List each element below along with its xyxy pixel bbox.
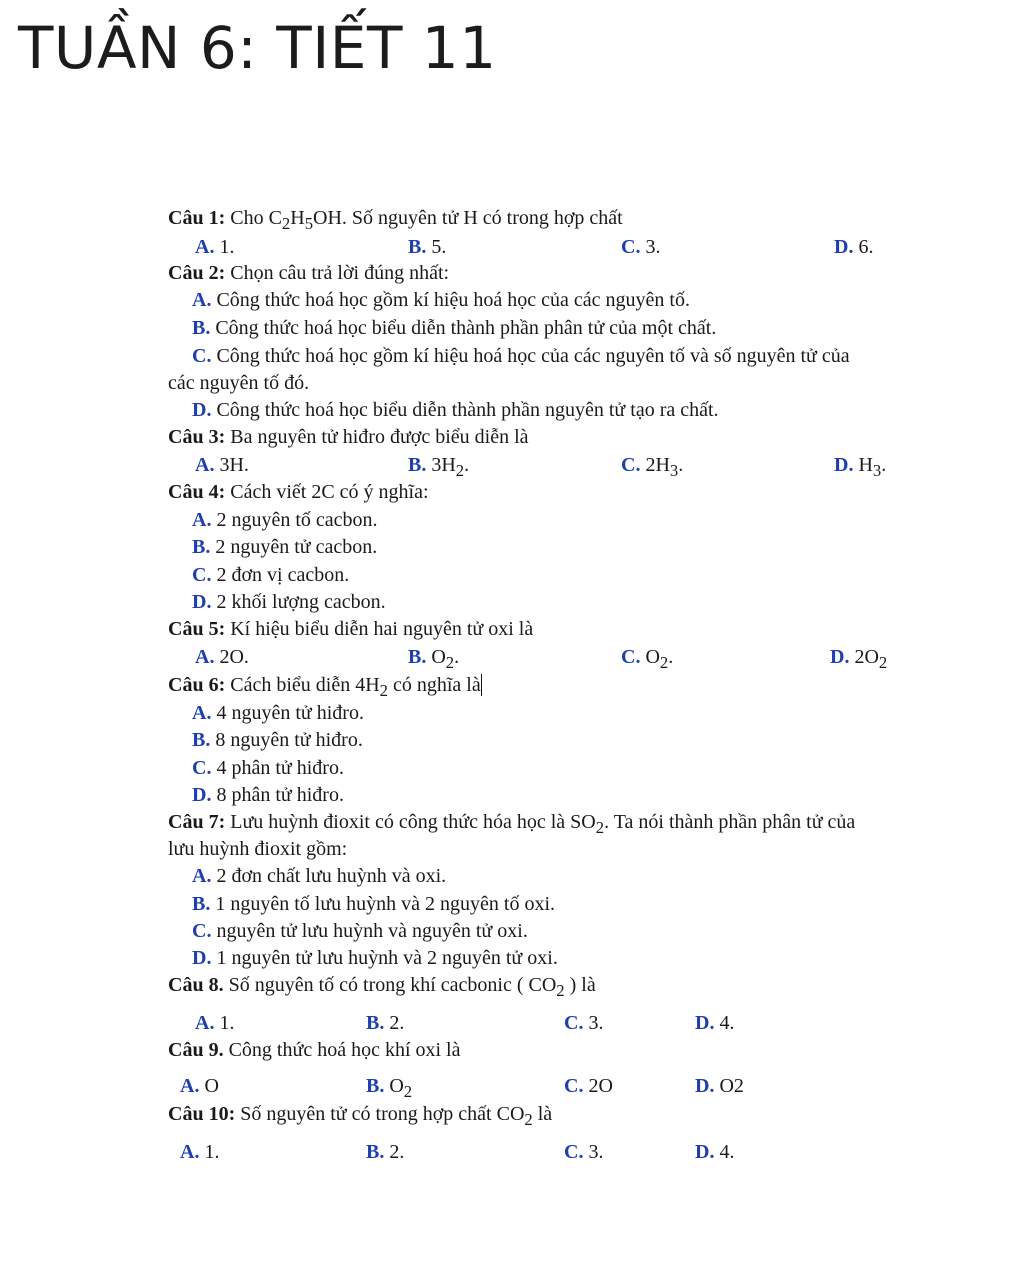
option-b: B. 2. [366,1012,405,1034]
question-3: Câu 3: Ba nguyên tử hiđro được biểu diễn là [168,426,529,448]
question-text: OH. Số nguyên tử H có trong hợp chất [313,207,623,229]
option-c: C. 3. [564,1141,604,1163]
question-text: H [290,207,305,229]
option-b: B. 2 nguyên tử cacbon. [192,536,378,558]
option-a: A. 3H. [195,454,249,476]
option-b: B. $O_2$ [366,1075,413,1101]
option-c: C. 2 đơn vị cacbon. [192,564,350,586]
option-d: D. 4. [695,1141,735,1163]
option-d: D. 4. [695,1012,735,1034]
option-c: C. 3. [621,236,661,258]
question-10: Câu 10: Số nguyên tử có trong hợp chất $CO_2$ là [168,1103,553,1129]
option-d: D. $2O_2$ [830,646,888,672]
question-9: Câu 9. Công thức hoá học khí oxi là [168,1039,461,1061]
option-b: B. 5. [408,236,447,258]
option-d: D. 8 phân tử hiđro. [192,784,344,806]
option-b: B. $O_2$. [408,646,460,672]
option-c: C. $2H_3$. [621,454,684,480]
option-a: A. 2 nguyên tố cacbon. [192,509,378,531]
question-4: Câu 4: Cách viết 2C có ý nghĩa: [168,481,429,503]
option-b: B. Công thức hoá học biểu diễn thành phần phân tử của một chất. [192,317,717,339]
option-c: C. 3. [564,1012,604,1034]
option-c: C. 2O [564,1075,613,1097]
option-d: D. 2 khối lượng cacbon. [192,591,386,613]
question-6: Câu 6: Cách biểu diễn $4H_2$ có nghĩa là [168,674,481,700]
option-a: A. 2 đơn chất lưu huỳnh và oxi. [192,865,447,887]
page-title: TUẦN 6: TIẾT 11 [18,14,497,82]
option-d: D. 1 nguyên tử lưu huỳnh và 2 nguyên tử oxi. [192,947,558,969]
question-text: Cho C [225,207,282,229]
option-a: A. Công thức hoá học gồm kí hiệu hoá học của các nguyên tố. [192,289,690,311]
question-2: Câu 2: Chọn câu trả lời đúng nhất: [168,262,450,284]
option-c: C. $O_2$. [621,646,674,672]
option-a: A. 1. [195,236,235,258]
option-d: D. Công thức hoá học biểu diễn thành phần nguyên tử tạo ra chất. [192,399,719,421]
option-b: B. 2. [366,1141,405,1163]
option-a: A. 1. [180,1141,220,1163]
option-a: A. 2O. [195,646,249,668]
question-5: Câu 5: Kí hiệu biểu diễn hai nguyên tử oxi là [168,618,534,640]
option-a: A. 1. [195,1012,235,1034]
option-c: C. nguyên tử lưu huỳnh và nguyên tử oxi. [192,920,528,942]
question-label: Câu 1: [168,207,226,229]
option-d: D. $H_3$. [834,454,887,480]
option-c-continuation: các nguyên tố đó. [168,372,310,394]
option-a: A. O [180,1075,219,1097]
question-7-continuation: lưu huỳnh đioxit gồm: [168,838,348,860]
option-d: D. O2 [695,1075,744,1097]
question-1 [168,205,623,237]
question-7: Câu 7: Lưu huỳnh đioxit có công thức hóa học là $SO_2$. Ta nói thành phần phân tử của [168,811,856,837]
text-cursor: có nghĩa là [387,674,481,696]
option-b: B. $3H_2$. [408,454,470,480]
option-c: C. 4 phân tử hiđro. [192,757,344,779]
option-a: A. 4 nguyên tử hiđro. [192,702,364,724]
option-d: D. 6. [834,236,874,258]
option-b: B. 8 nguyên tử hiđro. [192,729,363,751]
option-c: C. Công thức hoá học gồm kí hiệu hoá học của các nguyên tố và số nguyên tử của [192,345,850,367]
subscript: 5 [304,214,314,233]
question-8: Câu 8. Số nguyên tố có trong khí cacbonic ( $CO_2$ ) là [168,974,596,1000]
option-b: B. 1 nguyên tố lưu huỳnh và 2 nguyên tố oxi. [192,893,556,915]
subscript: 2 [281,214,291,233]
